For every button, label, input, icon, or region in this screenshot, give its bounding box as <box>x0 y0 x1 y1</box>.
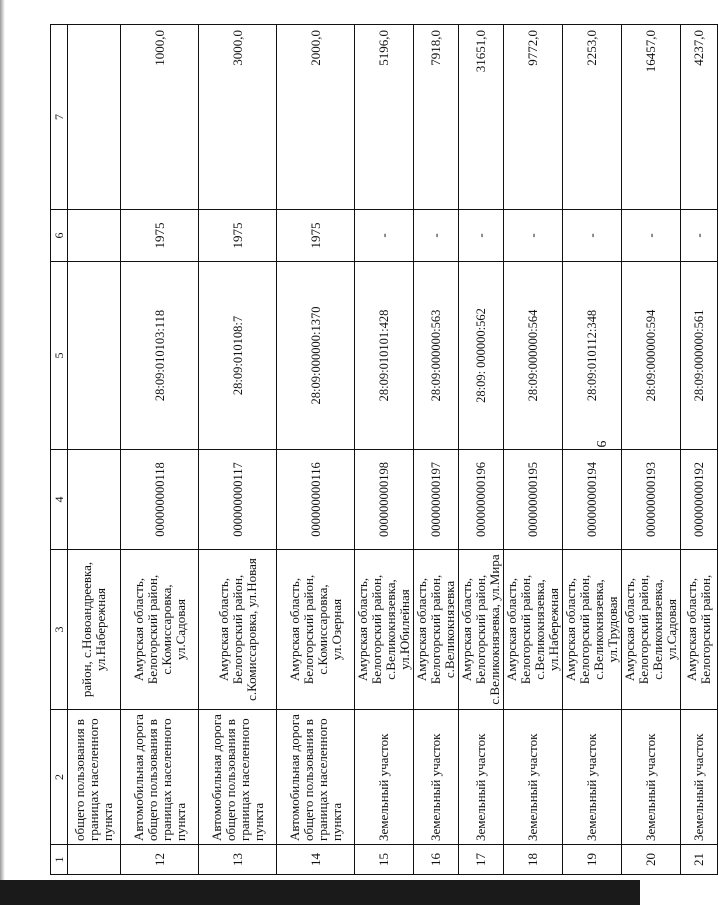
address-cell: Амурская область, Белогорский район, с.Великокнязевка, ул.Трудовая <box>563 550 622 710</box>
year-cell: - <box>459 210 504 262</box>
year-cell: - <box>504 210 563 262</box>
inventory-number-cell: 000000000196 <box>459 450 504 550</box>
table-row <box>504 25 563 875</box>
page-number: 9 <box>593 440 608 448</box>
address-cell: Амурская область, Белогорский район, с.Великокнязевка, ул.Мира <box>459 550 504 710</box>
column-number: 1 <box>51 845 68 875</box>
year-cell: - <box>355 210 414 262</box>
year-cell: - <box>681 210 718 262</box>
cadastral-number-cell: 28:09:000000:594 <box>622 262 681 450</box>
object-name-cell: Земельный участок <box>355 710 414 845</box>
address-cell: Амурская область, Белогорский район, с.Великокнязевка, ул.Юбилейная <box>355 550 414 710</box>
object-name-cell: Земельный участок <box>622 710 681 845</box>
object-name-cell: Автомобильная дорога общего пользования в границах населенного пункта <box>199 710 277 845</box>
address-cell: Амурская область, Белогорский район, с.Великокнязевка, ул.Садовая <box>622 550 681 710</box>
year-cell: - <box>622 210 681 262</box>
value-cell: 4237,0 <box>681 25 718 210</box>
table-row <box>199 25 277 875</box>
row-number-cell: 13 <box>199 845 277 875</box>
inventory-number-cell: 000000000198 <box>355 450 414 550</box>
cadastral-number-cell: 28:09:000000:561 <box>681 262 718 450</box>
cadastral-number-cell: 28:09:010112:348 <box>563 262 622 450</box>
table-body <box>51 25 718 875</box>
year-cell: - <box>414 210 459 262</box>
row-number-cell: 15 <box>355 845 414 875</box>
object-name-cell: Земельный участок <box>681 710 718 845</box>
table-row <box>355 25 414 875</box>
inventory-number-cell: 000000000195 <box>504 450 563 550</box>
address-cell: Амурская область, Белогорский район, с.Комиссаровка, ул.Садовая <box>121 550 199 710</box>
row-number-cell: 21 <box>681 845 718 875</box>
object-name-cell: общего пользования в границах населенного пункта <box>68 710 121 845</box>
table-row <box>459 25 504 875</box>
row-number-cell: 18 <box>504 845 563 875</box>
address-cell: Амурская область, Белогорский район, с.Комиссаровка, ул.Озерная <box>277 550 355 710</box>
column-number: 4 <box>51 450 68 550</box>
rotated-page <box>50 25 713 875</box>
inventory-number-cell <box>68 450 121 550</box>
inventory-number-cell: 000000000194 <box>563 450 622 550</box>
cadastral-number-cell: 28:09:000000:1370 <box>277 262 355 450</box>
year-cell: 1975 <box>121 210 199 262</box>
table-row <box>277 25 355 875</box>
row-number-cell: 16 <box>414 845 459 875</box>
address-cell: Амурская область, Белогорский район, с.Великокнязевка <box>414 550 459 710</box>
value-cell: 2253,0 <box>563 25 622 210</box>
object-name-cell: Земельный участок <box>414 710 459 845</box>
scan-edge-shadow <box>0 0 5 880</box>
cadastral-number-cell: 28:09: 000000:562 <box>459 262 504 450</box>
scan-bottom-edge <box>0 880 640 905</box>
column-number: 5 <box>51 262 68 450</box>
year-cell: 1975 <box>277 210 355 262</box>
property-register-table <box>50 24 718 875</box>
table-row <box>563 25 622 875</box>
row-number-cell: 20 <box>622 845 681 875</box>
address-cell: Амурская область, Белогорский район, <box>681 550 718 710</box>
value-cell: 16457,0 <box>622 25 681 210</box>
value-cell: 7918,0 <box>414 25 459 210</box>
row-number-cell: 14 <box>277 845 355 875</box>
value-cell: 2000,0 <box>277 25 355 210</box>
column-number-row <box>51 25 68 875</box>
cadastral-number-cell: 28:09:010108:7 <box>199 262 277 450</box>
year-cell <box>68 210 121 262</box>
address-cell: Амурская область, Белогорский район, с.Комиссаровка, ул.Новая <box>199 550 277 710</box>
address-cell: Амурская область, Белогорский район, с.Великокнязевка, ул.Набережная <box>504 550 563 710</box>
column-number: 6 <box>51 210 68 262</box>
inventory-number-cell: 000000000193 <box>622 450 681 550</box>
object-name-cell: Земельный участок <box>563 710 622 845</box>
row-number-cell: 12 <box>121 845 199 875</box>
cadastral-number-cell: 28:09:010101:428 <box>355 262 414 450</box>
cadastral-number-cell: 28:09:000000:564 <box>504 262 563 450</box>
table-row <box>121 25 199 875</box>
object-name-cell: Земельный участок <box>459 710 504 845</box>
cadastral-number-cell: 28:09:000000:563 <box>414 262 459 450</box>
row-number-cell <box>68 845 121 875</box>
object-name-cell: Земельный участок <box>504 710 563 845</box>
row-number-cell: 17 <box>459 845 504 875</box>
cadastral-number-cell <box>68 262 121 450</box>
table-row <box>622 25 681 875</box>
row-number-cell: 19 <box>563 845 622 875</box>
column-number: 3 <box>51 550 68 710</box>
object-name-cell: Автомобильная дорога общего пользования в границах населенного пункта <box>277 710 355 845</box>
table-row <box>681 25 718 875</box>
column-number: 2 <box>51 710 68 845</box>
value-cell: 5196,0 <box>355 25 414 210</box>
inventory-number-cell: 000000000116 <box>277 450 355 550</box>
value-cell: 3000,0 <box>199 25 277 210</box>
table-row <box>68 25 121 875</box>
table-row <box>414 25 459 875</box>
value-cell: 1000,0 <box>121 25 199 210</box>
value-cell: 31651,0 <box>459 25 504 210</box>
value-cell: 9772,0 <box>504 25 563 210</box>
inventory-number-cell: 000000000197 <box>414 450 459 550</box>
value-cell <box>68 25 121 210</box>
cadastral-number-cell: 28:09:010103:118 <box>121 262 199 450</box>
inventory-number-cell: 000000000192 <box>681 450 718 550</box>
object-name-cell: Автомобильная дорога общего пользования в границах населенного пункта <box>121 710 199 845</box>
year-cell: - <box>563 210 622 262</box>
address-cell: район, с.Новоандреевка, ул.Набережная <box>68 550 121 710</box>
inventory-number-cell: 000000000118 <box>121 450 199 550</box>
year-cell: 1975 <box>199 210 277 262</box>
inventory-number-cell: 000000000117 <box>199 450 277 550</box>
column-number: 7 <box>51 25 68 210</box>
